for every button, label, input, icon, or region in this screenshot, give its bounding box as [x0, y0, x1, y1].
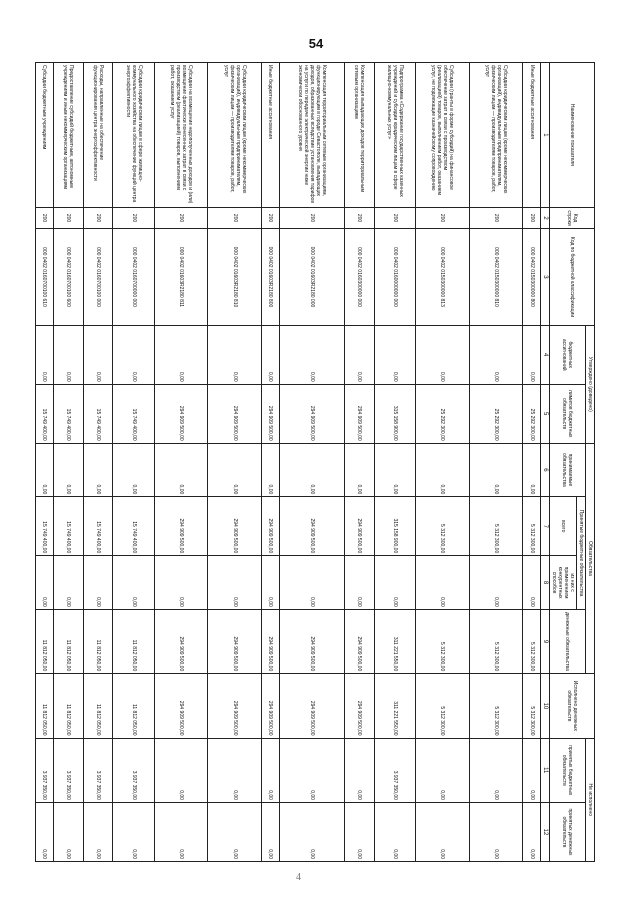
row-obligation-limits: 294 909 500,00: [208, 384, 261, 443]
row-not-exec-budget: 3 937 350,00: [83, 738, 113, 802]
table-row: [208, 63, 261, 862]
row-not-exec-budget: 0,00: [416, 738, 469, 802]
row-monetary-obligations: 5 312 300,00: [416, 609, 469, 673]
header-executed-monetary: Исполнено денежных обязательств: [550, 674, 595, 738]
row-budget-allocations: 0,00: [374, 325, 416, 384]
row-accepted-competitive: 0,00: [83, 556, 113, 610]
row-monetary-obligations: 5 312 300,00: [469, 609, 522, 673]
row-accepted-obligations: 0,00: [36, 443, 54, 497]
row-accepted-competitive: 0,00: [208, 556, 261, 610]
row-monetary-obligations: 311 221 550,00: [374, 609, 416, 673]
table-row: [469, 63, 522, 862]
header-accepted-budget-obligations: Принятые бюджетные обязательства: [577, 497, 586, 610]
row-not-exec-budget: 0,00: [469, 738, 522, 802]
row-executed-monetary: 5 312 300,00: [469, 674, 522, 738]
row-not-exec-monetary: 0,00: [523, 802, 541, 861]
table-row: [53, 63, 83, 862]
row-name: Субсидии юридическим лицам (кроме некоммерческих организаций), индивидуальным предпринимателям, физическим лицам — производителям товаров, работ, услуг: [208, 63, 261, 208]
row-budget-allocations: 0,00: [279, 325, 344, 384]
row-accepted-competitive: 0,00: [279, 556, 344, 610]
header-approved: Утверждено (доведено): [586, 325, 595, 443]
footer-mark: 4: [296, 872, 301, 883]
column-number-row: [541, 63, 550, 862]
header-obligations: Обязательства: [586, 443, 595, 674]
row-monetary-obligations: 294 909 500,00: [344, 609, 374, 673]
column-number: 1: [541, 63, 550, 208]
row-obligation-limits: 15 749 400,00: [113, 384, 155, 443]
row-accepted-competitive: 0,00: [36, 556, 54, 610]
row-budget-code: 000 0402 0150300000 810: [469, 229, 522, 326]
row-executed-monetary: 5 312 300,00: [416, 674, 469, 738]
budget-execution-table: [35, 62, 595, 862]
row-name: Субсидии юридическим лицам в сфере жилищно-коммунального хозяйства на обеспечение функций центра энергоэффективности: [113, 63, 155, 208]
row-budget-allocations: 0,00: [53, 325, 83, 384]
row-accepted-obligations: 0,00: [279, 443, 344, 497]
column-number: 5: [541, 384, 550, 443]
row-not-exec-monetary: 0,00: [208, 802, 261, 861]
row-budget-code: 000 0402 01603R2180 810: [208, 229, 261, 326]
row-accepted-obligations: 0,00: [208, 443, 261, 497]
row-not-exec-budget: 0,00: [344, 738, 374, 802]
row-not-exec-monetary: 0,00: [53, 802, 83, 861]
row-not-exec-monetary: 0,00: [279, 802, 344, 861]
row-accepted-obligations: 0,00: [83, 443, 113, 497]
row-executed-monetary: 294 909 500,00: [154, 674, 207, 738]
row-budget-code: 000 0402 0150300000 800: [523, 229, 541, 326]
row-not-exec-monetary: 0,00: [374, 802, 416, 861]
table-row: [36, 63, 54, 862]
row-not-exec-budget: 3 937 350,00: [36, 738, 54, 802]
row-monetary-obligations: 5 312 300,00: [523, 609, 541, 673]
row-line-code: 200: [279, 207, 344, 228]
row-executed-monetary: 311 221 550,00: [374, 674, 416, 738]
row-not-exec-budget: 0,00: [208, 738, 261, 802]
row-budget-allocations: 0,00: [469, 325, 522, 384]
row-budget-allocations: 0,00: [154, 325, 207, 384]
page-number: 54: [308, 36, 324, 51]
row-name: Субсидии (гранты в форме субсидий) на финансовое обеспечение затрат в связи с производством (реализацией) товаров, выполнением работ, оказанием услуг, не подлежащие казначейскому сопровождению: [416, 63, 469, 208]
row-accepted-total: 15 749 400,00: [83, 497, 113, 556]
column-number: 6: [541, 443, 550, 497]
rotated-table-container: [35, 62, 595, 862]
row-line-code: 200: [523, 207, 541, 228]
column-number: 9: [541, 609, 550, 673]
row-accepted-competitive: 0,00: [416, 556, 469, 610]
row-not-exec-budget: 0,00: [279, 738, 344, 802]
table-row: [374, 63, 416, 862]
row-not-exec-budget: 0,00: [261, 738, 279, 802]
row-accepted-total: 294 909 500,00: [279, 497, 344, 556]
header-budget-allocations: бюджетных ассигнований: [550, 325, 586, 384]
row-obligation-limits: 315 158 900,00: [374, 384, 416, 443]
table-row: [113, 63, 155, 862]
row-accepted-total: 5 312 300,00: [469, 497, 522, 556]
row-accepted-competitive: 0,00: [374, 556, 416, 610]
row-accepted-total: 315 158 900,00: [374, 497, 416, 556]
row-accepted-total: 5 312 300,00: [416, 497, 469, 556]
row-accepted-obligations: 0,00: [523, 443, 541, 497]
row-executed-monetary: 11 812 050,00: [83, 674, 113, 738]
row-name: Подпрограмма «Содержание государственных казенных учреждений и субсидии юридическим лицам в сфере жилищно-коммунальных услуг»: [374, 63, 416, 208]
header-not-exec-monetary: принятых денежных обязательств: [550, 802, 586, 861]
header-accepted-obligations: принимаемые обязательства: [550, 443, 586, 497]
row-not-exec-monetary: 0,00: [469, 802, 522, 861]
column-number: 8: [541, 556, 550, 610]
row-not-exec-monetary: 0,00: [344, 802, 374, 861]
row-executed-monetary: 294 909 500,00: [279, 674, 344, 738]
row-monetary-obligations: 294 909 500,00: [208, 609, 261, 673]
row-accepted-total: 294 909 500,00: [261, 497, 279, 556]
row-accepted-total: 15 749 400,00: [53, 497, 83, 556]
row-budget-code: 000 0402 01603R2180 800: [261, 229, 279, 326]
row-not-exec-budget: 0,00: [523, 738, 541, 802]
row-accepted-obligations: 0,00: [344, 443, 374, 497]
row-accepted-total: 294 909 500,00: [208, 497, 261, 556]
header-monetary-obligations: денежные обязательства: [550, 609, 586, 673]
row-executed-monetary: 11 812 050,00: [113, 674, 155, 738]
row-name: Предоставление субсидий бюджетным, автономным учреждениям и иным некоммерческим организациям: [53, 63, 83, 208]
row-monetary-obligations: 294 909 500,00: [279, 609, 344, 673]
row-monetary-obligations: 11 812 050,00: [53, 609, 83, 673]
table-row: [279, 63, 344, 862]
row-not-exec-monetary: 0,00: [83, 802, 113, 861]
row-line-code: 200: [416, 207, 469, 228]
row-obligation-limits: 25 292 300,00: [523, 384, 541, 443]
row-monetary-obligations: 11 812 050,00: [83, 609, 113, 673]
row-name: Компенсация территориальным сетевым организациям, функционирующим в городе Севастополе, выпадающих доходов, образованных вследствие установления тарифов на услуги по передаче электрической энергии ниже экономически обоснованного уровня: [279, 63, 344, 208]
row-budget-code: 000 0402 0160700100 610: [36, 229, 54, 326]
row-accepted-obligations: 0,00: [53, 443, 83, 497]
row-obligation-limits: 15 749 400,00: [53, 384, 83, 443]
row-accepted-competitive: 0,00: [53, 556, 83, 610]
row-accepted-obligations: 0,00: [374, 443, 416, 497]
column-number: 11: [541, 738, 550, 802]
row-accepted-competitive: 0,00: [113, 556, 155, 610]
row-obligation-limits: 294 909 500,00: [279, 384, 344, 443]
row-line-code: 200: [344, 207, 374, 228]
row-line-code: 200: [154, 207, 207, 228]
row-budget-code: 000 0402 0160300000 000: [344, 229, 374, 326]
row-name: Компенсация выпадающих доходов территориальным сетевым организациям: [344, 63, 374, 208]
header-line-code: Код строки: [550, 207, 595, 228]
row-budget-allocations: 0,00: [523, 325, 541, 384]
row-accepted-total: 15 749 400,00: [36, 497, 54, 556]
row-not-exec-monetary: 0,00: [416, 802, 469, 861]
header-budget-code: Код по бюджетной классификации: [550, 229, 595, 326]
column-number: 4: [541, 325, 550, 384]
row-monetary-obligations: 294 909 500,00: [154, 609, 207, 673]
row-name: Субсидии на возмещение недополученных доходов и (или) возмещение фактически понесенных затрат в связи с производством (реализацией) товаров, выполнением работ, оказанием услуг: [154, 63, 207, 208]
row-not-exec-budget: 3 937 350,00: [374, 738, 416, 802]
row-budget-allocations: 0,00: [344, 325, 374, 384]
row-not-exec-budget: 3 937 350,00: [113, 738, 155, 802]
column-number: 10: [541, 674, 550, 738]
column-number: 7: [541, 497, 550, 556]
row-budget-allocations: 0,00: [36, 325, 54, 384]
row-line-code: 200: [469, 207, 522, 228]
row-name: Иные бюджетные ассигнования: [261, 63, 279, 208]
row-obligation-limits: 294 909 500,00: [261, 384, 279, 443]
row-obligation-limits: 25 292 300,00: [416, 384, 469, 443]
row-executed-monetary: 11 812 050,00: [36, 674, 54, 738]
row-not-exec-monetary: 0,00: [154, 802, 207, 861]
column-number: 12: [541, 802, 550, 861]
row-accepted-obligations: 0,00: [469, 443, 522, 497]
header-total: всего: [550, 497, 577, 556]
row-accepted-competitive: 0,00: [469, 556, 522, 610]
row-accepted-total: 294 909 500,00: [344, 497, 374, 556]
table-row: [344, 63, 374, 862]
row-not-exec-monetary: 0,00: [261, 802, 279, 861]
row-obligation-limits: 25 292 300,00: [469, 384, 522, 443]
row-budget-code: 000 0402 0160000000 000: [374, 229, 416, 326]
header-not-exec-budget: принятых бюджетных обязательств: [550, 738, 586, 802]
row-monetary-obligations: 11 812 050,00: [36, 609, 54, 673]
row-obligation-limits: 15 749 400,00: [83, 384, 113, 443]
row-name: Расходы, направленные на обеспечение функционирования центра энергоэффективности: [83, 63, 113, 208]
row-budget-allocations: 0,00: [113, 325, 155, 384]
row-budget-code: 000 0402 01603R2180 811: [154, 229, 207, 326]
row-obligation-limits: 15 749 400,00: [36, 384, 54, 443]
table-row: [416, 63, 469, 862]
row-executed-monetary: 5 312 300,00: [523, 674, 541, 738]
row-not-exec-monetary: 0,00: [36, 802, 54, 861]
row-obligation-limits: 294 909 500,00: [344, 384, 374, 443]
row-line-code: 200: [53, 207, 83, 228]
row-not-exec-budget: 0,00: [154, 738, 207, 802]
row-accepted-obligations: 0,00: [416, 443, 469, 497]
row-executed-monetary: 294 909 500,00: [261, 674, 279, 738]
row-accepted-competitive: 0,00: [523, 556, 541, 610]
header-not-executed: Не исполнено: [586, 738, 595, 861]
row-accepted-obligations: 0,00: [113, 443, 155, 497]
row-budget-code: 000 0402 0160700100 000: [83, 229, 113, 326]
row-line-code: 200: [36, 207, 54, 228]
column-number: 3: [541, 229, 550, 326]
row-line-code: 200: [83, 207, 113, 228]
row-monetary-obligations: 294 909 500,00: [261, 609, 279, 673]
row-budget-code: 000 0402 01603R2180 000: [279, 229, 344, 326]
row-not-exec-budget: 3 937 350,00: [53, 738, 83, 802]
row-accepted-total: 5 312 300,00: [523, 497, 541, 556]
row-budget-allocations: 0,00: [261, 325, 279, 384]
table-body: [36, 63, 541, 862]
row-budget-code: 000 0402 0150300000 813: [416, 229, 469, 326]
table-header: [541, 63, 595, 862]
row-accepted-total: 294 909 500,00: [154, 497, 207, 556]
row-obligation-limits: 294 909 500,00: [154, 384, 207, 443]
row-line-code: 200: [374, 207, 416, 228]
row-budget-allocations: 0,00: [416, 325, 469, 384]
row-line-code: 200: [113, 207, 155, 228]
row-not-exec-monetary: 0,00: [113, 802, 155, 861]
row-executed-monetary: 294 909 500,00: [208, 674, 261, 738]
row-name: Иные бюджетные ассигнования: [523, 63, 541, 208]
row-budget-code: 000 0402 0160700000 000: [113, 229, 155, 326]
table-row: [154, 63, 207, 862]
row-accepted-obligations: 0,00: [154, 443, 207, 497]
row-line-code: 200: [261, 207, 279, 228]
row-accepted-competitive: 0,00: [261, 556, 279, 610]
row-accepted-obligations: 0,00: [261, 443, 279, 497]
row-name: Субсидии бюджетным учреждениям: [36, 63, 54, 208]
row-budget-allocations: 0,00: [208, 325, 261, 384]
row-executed-monetary: 11 812 050,00: [53, 674, 83, 738]
row-executed-monetary: 294 909 500,00: [344, 674, 374, 738]
row-monetary-obligations: 11 812 050,00: [113, 609, 155, 673]
row-accepted-competitive: 0,00: [154, 556, 207, 610]
row-budget-allocations: 0,00: [83, 325, 113, 384]
header-obligation-limits: лимитов бюджетных обязательств: [550, 384, 586, 443]
row-name: Субсидии юридическим лицам (кроме некоммерческих организаций), индивидуальным предпринимателям, физическим лицам — производителям товаров, работ, услуг: [469, 63, 522, 208]
row-accepted-total: 15 749 400,00: [113, 497, 155, 556]
table-row: [261, 63, 279, 862]
column-number: 2: [541, 207, 550, 228]
table-row: [523, 63, 541, 862]
header-name: Наименование показателя: [550, 63, 595, 208]
row-budget-code: 000 0402 0160700100 600: [53, 229, 83, 326]
row-line-code: 200: [208, 207, 261, 228]
table-row: [83, 63, 113, 862]
header-competitive: из них с применением конкурентных способов: [550, 556, 577, 610]
row-accepted-competitive: 0,00: [344, 556, 374, 610]
